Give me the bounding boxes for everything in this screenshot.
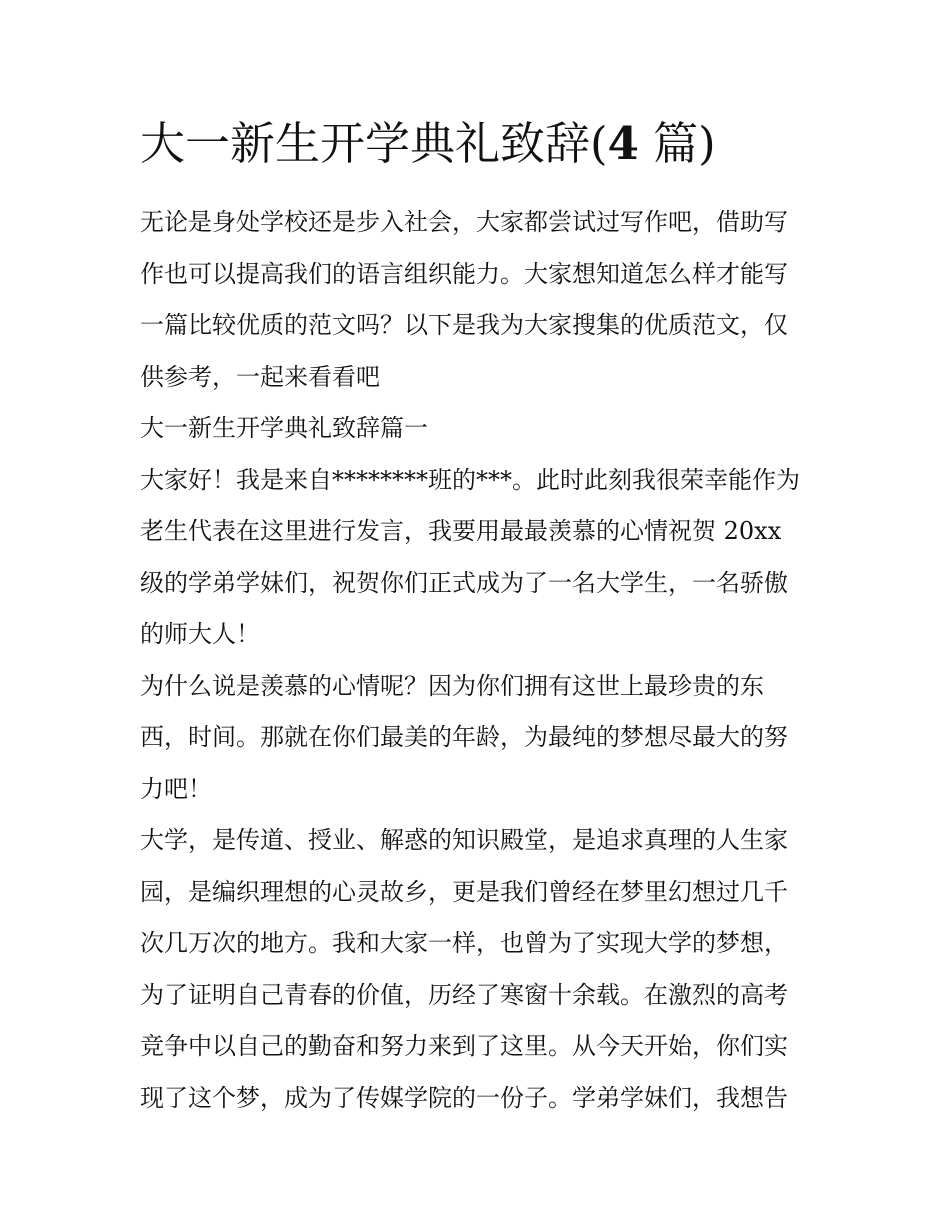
section-heading: 大一新生开学典礼致辞篇一 [140, 414, 428, 442]
title-count: 4 [607, 117, 639, 170]
text-line: 西，时间。那就在你们最美的年龄，为最纯的梦想尽最大的努 [140, 723, 788, 751]
text-line: 供参考，一起来看看吧 [140, 362, 380, 391]
text-line: 作也可以提高我们的语言组织能力。大家想知道怎么样才能写 [140, 259, 788, 288]
text-line: 为什么说是羡慕的心情呢？因为你们拥有这世上最珍贵的东 [140, 671, 764, 700]
text-line: 级的学弟学妹们，祝贺你们正式成为了一名大学生，一名骄傲 [140, 568, 788, 597]
text-line: 的师大人！ [140, 620, 260, 648]
text-line: 大学，是传道、授业、解惑的知识殿堂，是追求真理的人生家 [140, 826, 788, 854]
text-line: 大家好！我是来自********班的***。此时此刻我很荣幸能作为 [140, 465, 800, 494]
text-line: 现了这个梦，成为了传媒学院的一份子。学弟学妹们，我想告 [140, 1083, 788, 1112]
document-title [140, 112, 840, 176]
title-suffix: 篇) [638, 117, 716, 170]
text-line: 无论是身处学校还是步入社会，大家都尝试过写作吧，借助写 [140, 208, 788, 236]
text-line: 为了证明自己青春的价值，历经了寒窗十余载。在激烈的高考 [140, 980, 788, 1009]
text-line: 一篇比较优质的范文吗？以下是我为大家搜集的优质范文，仅 [140, 311, 788, 339]
text-line: 竞争中以自己的勤奋和努力来到了这里。从今天开始，你们实 [140, 1032, 788, 1060]
document-body [140, 197, 812, 1124]
text-line: 老生代表在这里进行发言，我要用最最羡慕的心情祝贺 20xx [140, 517, 782, 545]
text-line: 园，是编织理想的心灵故乡，更是我们曾经在梦里幻想过几千 [140, 877, 788, 906]
text-line: 次几万次的地方。我和大家一样，也曾为了实现大学的梦想， [140, 929, 788, 957]
title-prefix: 大一新生开学典礼致辞( [140, 117, 608, 170]
text-line: 力吧！ [140, 774, 212, 803]
